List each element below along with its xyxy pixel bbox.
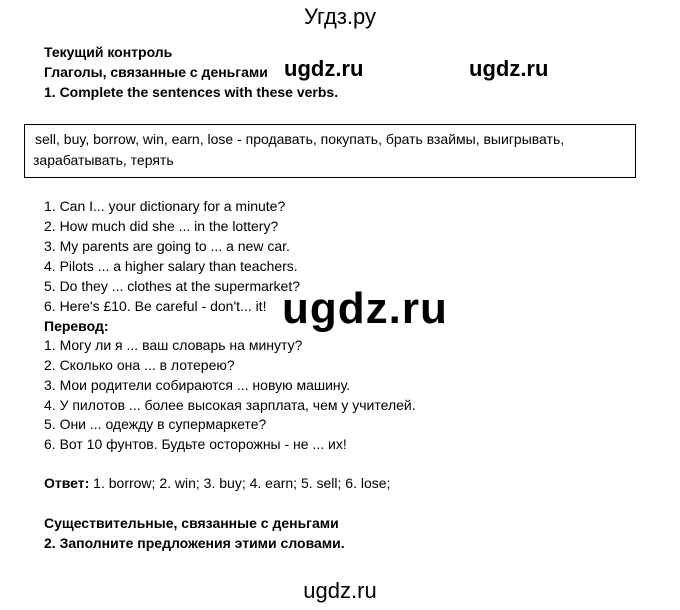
answer-line <box>44 475 390 491</box>
sentence-5: 5. Do they ... clothes at the supermarket? <box>44 278 301 294</box>
word-box <box>24 124 636 178</box>
translation-line-3: 3. Мои родители собираются ... новую машину. <box>44 377 351 393</box>
watermark-center: ugdz.ru <box>282 284 448 333</box>
answer-label: Ответ: <box>44 475 90 491</box>
sentence-2: 2. How much did she ... in the lottery? <box>44 218 279 234</box>
section-heading-current-control: Текущий контроль <box>44 44 173 60</box>
sentence-4: 4. Pilots ... a higher salary than teachers. <box>44 258 298 274</box>
translation-label: Перевод: <box>44 318 109 334</box>
translation-line-2: 2. Сколько она ... в лотерею? <box>44 357 235 373</box>
answer-text: 1. borrow; 2. win; 3. buy; 4. earn; 5. sell; 6. lose; <box>89 475 391 491</box>
footer-watermark: ugdz.ru <box>303 578 377 603</box>
translation-line-1: 1. Могу ли я ... ваш словарь на минуту? <box>44 337 303 353</box>
translation-line-6: 6. Вот 10 фунтов. Будьте осторожны - не ... их! <box>44 436 347 452</box>
sentence-3: 3. My parents are going to ... a new car. <box>44 238 290 254</box>
word-box-line-2: зарабатывать, терять <box>33 152 174 168</box>
section-heading-money-nouns: Существительные, связанные с деньгами <box>44 515 339 531</box>
translation-line-4: 4. У пилотов ... более высокая зарплата, чем у учителей. <box>44 397 416 413</box>
watermark-top-left: ugdz.ru <box>284 56 364 81</box>
task-1-instruction: 1. Complete the sentences with these verbs. <box>44 84 339 100</box>
sentence-6: 6. Here's £10. Be careful - don't... it! <box>44 298 267 314</box>
translation-line-5: 5. Они ... одежду в супермаркете? <box>44 416 267 432</box>
word-box-line-1: sell, buy, borrow, win, earn, lose - продавать, покупать, брать взаймы, выигрывать, <box>35 131 565 147</box>
section-heading-money-verbs: Глаголы, связанные с деньгами <box>44 64 268 80</box>
sentence-1: 1. Can I... your dictionary for a minute? <box>44 198 286 214</box>
watermark-top-right: ugdz.ru <box>469 56 549 81</box>
task-2-instruction: 2. Заполните предложения этими словами. <box>44 535 345 551</box>
site-title: Угдз.ру <box>303 4 377 29</box>
